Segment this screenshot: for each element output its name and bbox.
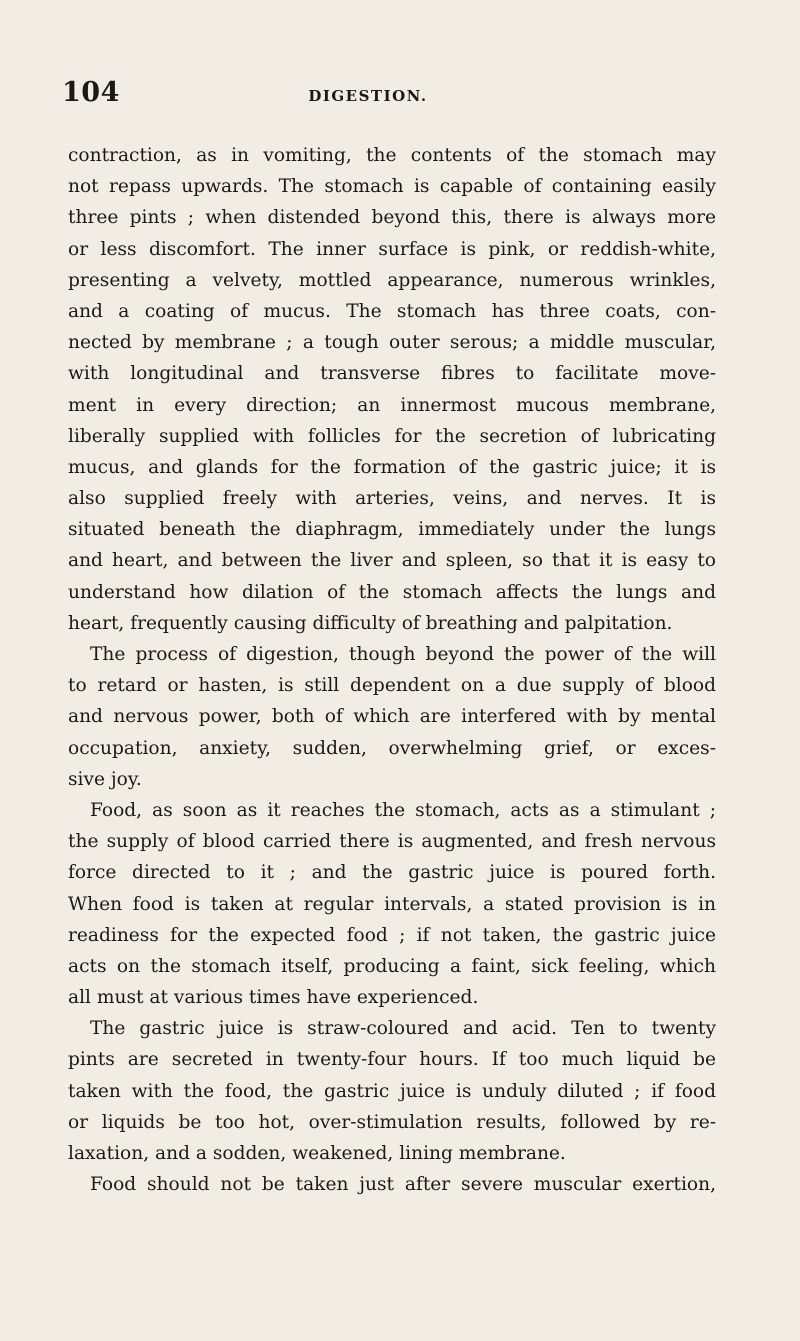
text-line: understand how dilation of the stomach affects the lungs and xyxy=(68,581,716,603)
text-line: Food should not be taken just after severe muscular exertion, xyxy=(90,1174,716,1196)
text-line: with longitudinal and transverse fibres to facilitate move- xyxy=(68,363,716,385)
text-line: The process of digestion, though beyond the power of the will xyxy=(90,644,716,665)
text-line: three pints ; when distended beyond this, there is always more xyxy=(68,207,716,229)
running-head: DIGESTION. xyxy=(308,87,428,105)
text-line: not repass upwards. The stomach is capable of containing easily xyxy=(68,176,716,198)
text-line: When food is taken at regular intervals, a stated provision is in xyxy=(68,893,716,915)
text-line: force directed to it ; and the gastric juice is poured forth. xyxy=(68,862,716,884)
text-line: presenting a velvety, mottled appearance, numerous wrinkles, xyxy=(68,269,716,291)
text-line: and nervous power, both of which are interfered with by mental xyxy=(68,706,716,728)
text-line: Food, as soon as it reaches the stomach, acts as a stimulant ; xyxy=(90,799,716,821)
text-line: or less discomfort. The inner surface is pink, or reddish-white, xyxy=(68,238,716,260)
text-line: and heart, and between the liver and spleen, so that it is easy to xyxy=(68,550,716,572)
text-line: heart, frequently causing difficulty of breathing and palpitation. xyxy=(68,612,673,634)
text-line: all must at various times have experienced. xyxy=(68,987,479,1009)
text-line: to retard or hasten, is still dependent on a due supply of blood xyxy=(68,675,716,697)
text-line: and a coating of mucus. The stomach has three coats, con- xyxy=(68,300,716,322)
text-line: acts on the stomach itself, producing a faint, sick feeling, which xyxy=(68,955,716,977)
body-text xyxy=(68,140,716,1200)
text-line: also supplied freely with arteries, veins, and nerves. It is xyxy=(68,488,716,510)
text-line: contraction, as in vomiting, the contents of the stomach may xyxy=(68,145,716,166)
text-line: readiness for the expected food ; if not taken, the gastric juice xyxy=(68,924,716,946)
text-line: mucus, and glands for the formation of the gastric juice; it is xyxy=(68,456,716,478)
text-line: liberally supplied with follicles for the secretion of lubricating xyxy=(68,425,716,447)
text-line: occupation, anxiety, sudden, overwhelming grief, or exces- xyxy=(68,737,716,759)
text-line: the supply of blood carried there is augmented, and fresh nervous xyxy=(68,831,716,853)
page-number: 104 xyxy=(62,77,120,108)
text-line: pints are secreted in twenty-four hours. If too much liquid be xyxy=(68,1049,716,1071)
text-line: laxation, and a sodden, weakened, lining membrane. xyxy=(68,1143,566,1164)
text-line: ment in every direction; an innermost mucous membrane, xyxy=(68,394,716,416)
text-line: or liquids be too hot, over-stimulation results, followed by re- xyxy=(68,1111,716,1133)
text-line: nected by membrane ; a tough outer serous; a middle muscular, xyxy=(68,332,716,354)
text-line: sive joy. xyxy=(68,768,142,790)
text-line: taken with the food, the gastric juice is unduly diluted ; if food xyxy=(68,1080,716,1102)
text-line: The gastric juice is straw-coloured and acid. Ten to twenty xyxy=(90,1018,716,1040)
page-header xyxy=(62,73,714,113)
text-line: situated beneath the diaphragm, immediately under the lungs xyxy=(68,519,716,541)
